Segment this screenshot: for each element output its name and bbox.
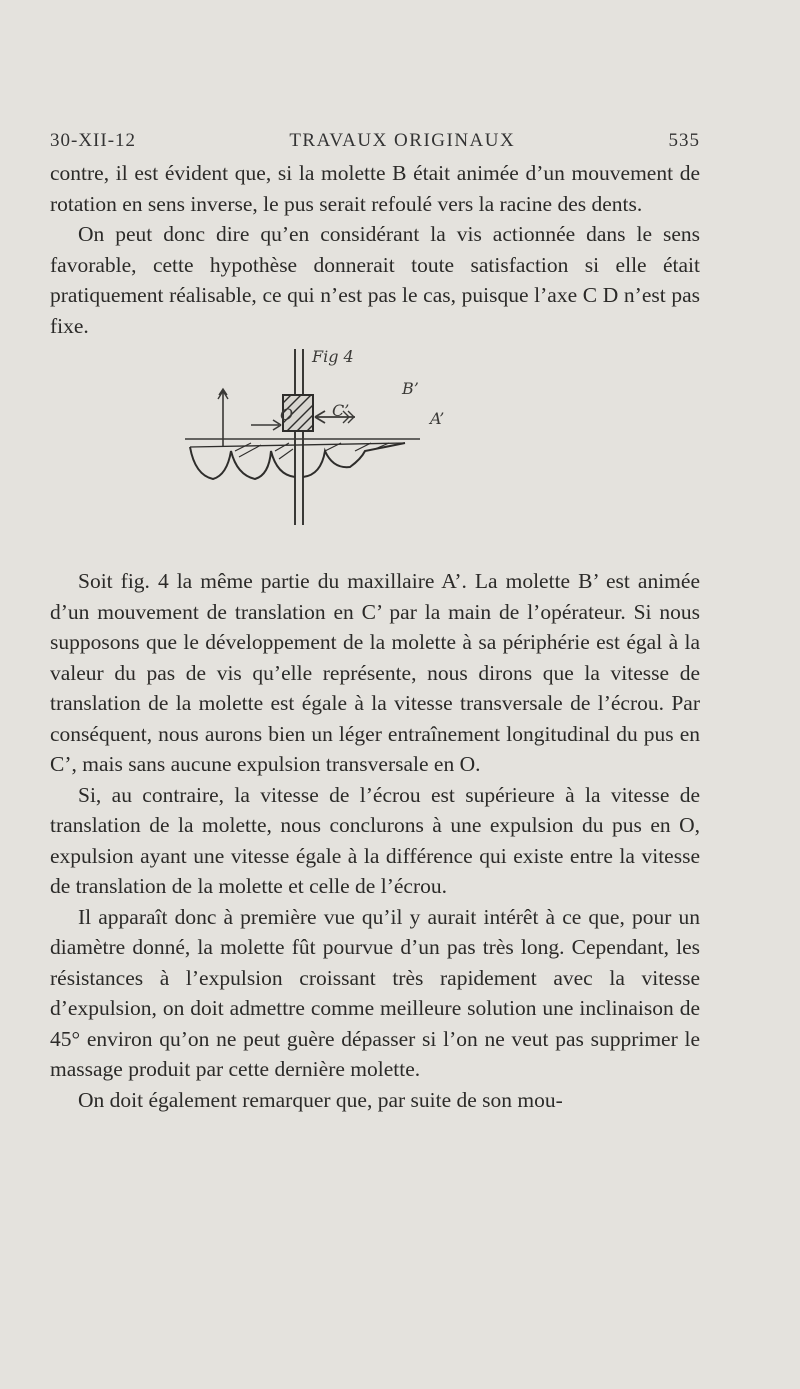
label-a: A’ [430,409,445,428]
paragraph: Soit fig. 4 la même partie du maxillaire A’. La molette B’ est animée d’un mouvement de translation en C’ par la main de l’opérateur. Si nous supposons que le développement de la molette à sa périphérie est égal à la valeur du pas de vis qu’elle représente, nous dirons que la vitesse de translation de la molette est égale à la vitesse transversale de l’écrou. Par conséquent, nous aurons bien un léger entraînement longitudinal du pus en C’, mais sans aucune expulsion transversale en O. [50,569,700,776]
header-section-title: TRAVAUX ORIGINAUX [289,130,516,151]
paragraph: contre, il est évident que, si la molette B était animée d’un mouvement de rotation en sens inverse, le pus serait refoulé vers la racine des dents. [50,161,700,216]
body-text [50,158,700,341]
header-date: 30-XII-12 [50,130,137,151]
label-c: C’ [332,401,350,420]
label-o: O [280,405,294,424]
jaw-teeth-outline [190,443,405,479]
label-b: B’ [402,379,419,398]
paragraph: Il apparaît donc à première vue qu’il y aurait intérêt à ce que, pour un diamètre donné, la molette fût pourvue d’un pas très long. Cependant, les résistances à l’expulsion croissant très rapidement avec la vitesse d’expulsion, on doit admettre comme meilleure solution une inclinaison de 45° environ qu’on ne peut guère dépasser si l’on ne veut pas supprimer le massage produit par cette dernière molette. [50,904,700,1081]
paragraph: On peut donc dire qu’en considérant la vis actionnée dans le sens favorable, cette hypothèse donnerait toute satisfaction si elle était pratiquement réalisable, ce qui n’est pas le cas, puisque l’axe C D n’est pas fixe. [50,222,700,338]
figure-title: Fig 4 [312,347,354,366]
molette-diagram [175,347,535,557]
figure-4 [50,341,700,566]
page-number: 535 [668,130,700,151]
paragraph: Si, au contraire, la vitesse de l’écrou est supérieure à la vitesse de translation de la molette, nous conclurons à une expulsion du pus en O, expulsion ayant une vitesse égale à la différence qui existe entre la vitesse de translation de la molette et celle de l’écrou. [50,782,700,898]
running-header [50,130,700,152]
body-text-continued [50,566,700,1115]
paragraph: On doit également remarquer que, par suite de son mou- [78,1087,563,1112]
page [50,130,700,1115]
